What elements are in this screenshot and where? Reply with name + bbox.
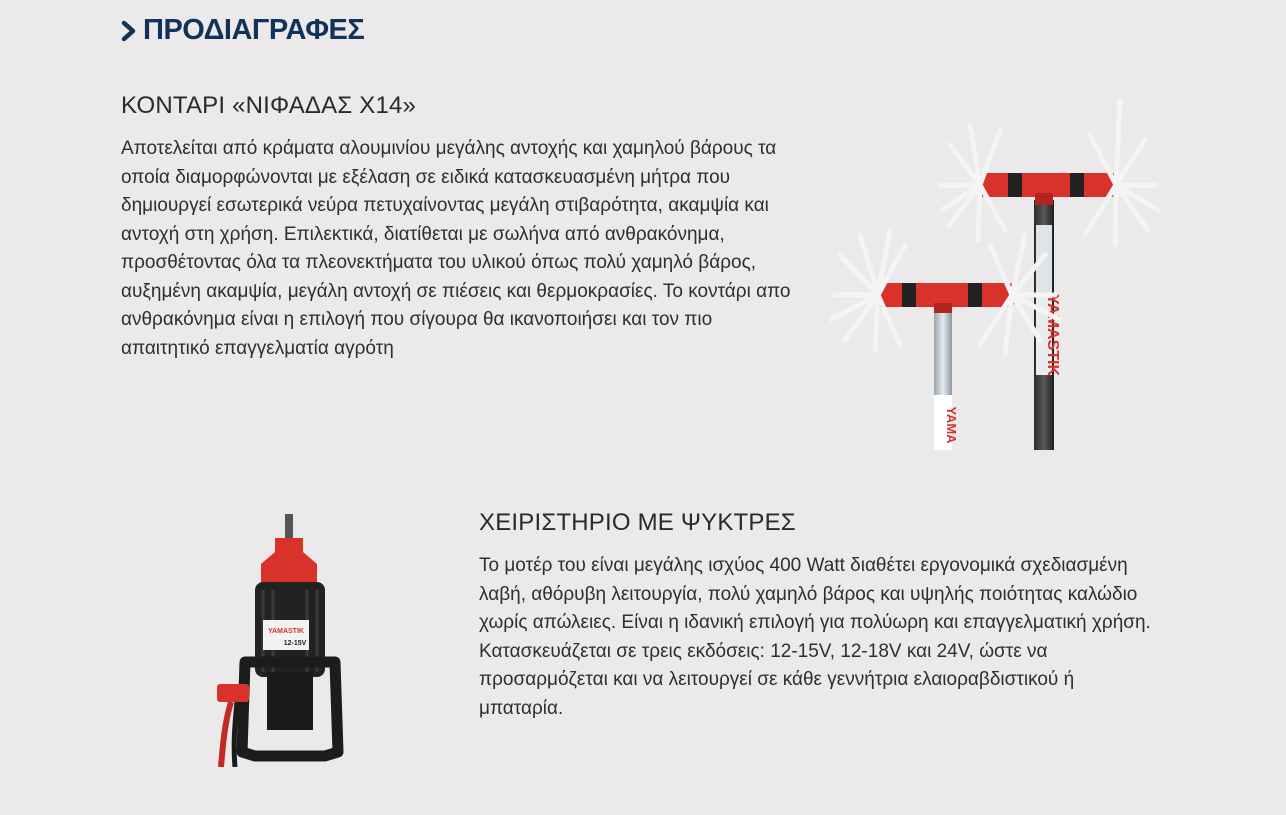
motor-product-image — [205, 512, 355, 767]
svg-text:YAMA: YAMA — [944, 406, 959, 444]
pole-description: Αποτελείται από κράματα αλουμινίου μεγάλης αντοχής και χαμηλού βάρους τα οποία διαμορφώνονται με εξέλαση σε ειδικά κατασκευασμένη μήτρα που δημιουργεί εσωτερικά νεύρα πετυχαίνοντας μεγάλη στιβαρότητα, ακαμψία και αντοχή στη χρήση. Επιλεκτικά, διατίθεται με σωλήνα από ανθρακόνημα, προσθέτοντας όλα τα πλεονεκτήματα του υλικού όπως πολύ χαμηλό βάρος, αυξημένη ακαμψία, μεγάλη αντοχή σε πιέσεις και θερμοκρασίες. Το κοντάρι απο ανθρακόνημα είναι η επιλογή που σίγουρα θα ικανοποιήσει και τον πιο απαιτητικό επαγγελματία αγρότη — [121, 138, 791, 359]
pole-brand-label: YAMASTIK — [1044, 293, 1061, 377]
pole-title: ΚΟΝΤΑΡΙ «ΝΙΦΑΔΑΣ Χ14» — [121, 92, 417, 119]
motor-brand-label: YAMASTIK — [268, 628, 304, 635]
controller-title: ΧΕΙΡΙΣΤΗΡΙΟ ΜΕ ΨΥΚΤΡΕΣ — [479, 509, 796, 536]
section-heading — [121, 14, 364, 47]
chevron-right-icon — [121, 20, 137, 42]
pole-product-image — [830, 95, 1160, 450]
section-title: ΠΡΟΔΙΑΓΡΑΦΕΣ — [143, 14, 365, 46]
motor-voltage-label: 12-15V — [283, 640, 307, 647]
controller-description: Το μοτέρ του είναι μεγάλης ισχύος 400 Watt διαθέτει εργονομικά σχεδιασμένη λαβή, αθόρυβη λειτουργία, πολύ χαμηλό βάρος και υψηλής ποιότητας καλώδιο χωρίς απώλειες. Είναι η ιδανική επιλογή για πολύωρη και επαγγελματική χρήση. Κατασκευάζεται σε τρεις εκδόσεις: 12-15V, 12-18V και 24V, ώστε να προσαρμόζεται και να λειτουργεί σε κάθε γεννήτρια ελαιοραβδιστικού ή μπαταρία. — [479, 555, 1151, 719]
